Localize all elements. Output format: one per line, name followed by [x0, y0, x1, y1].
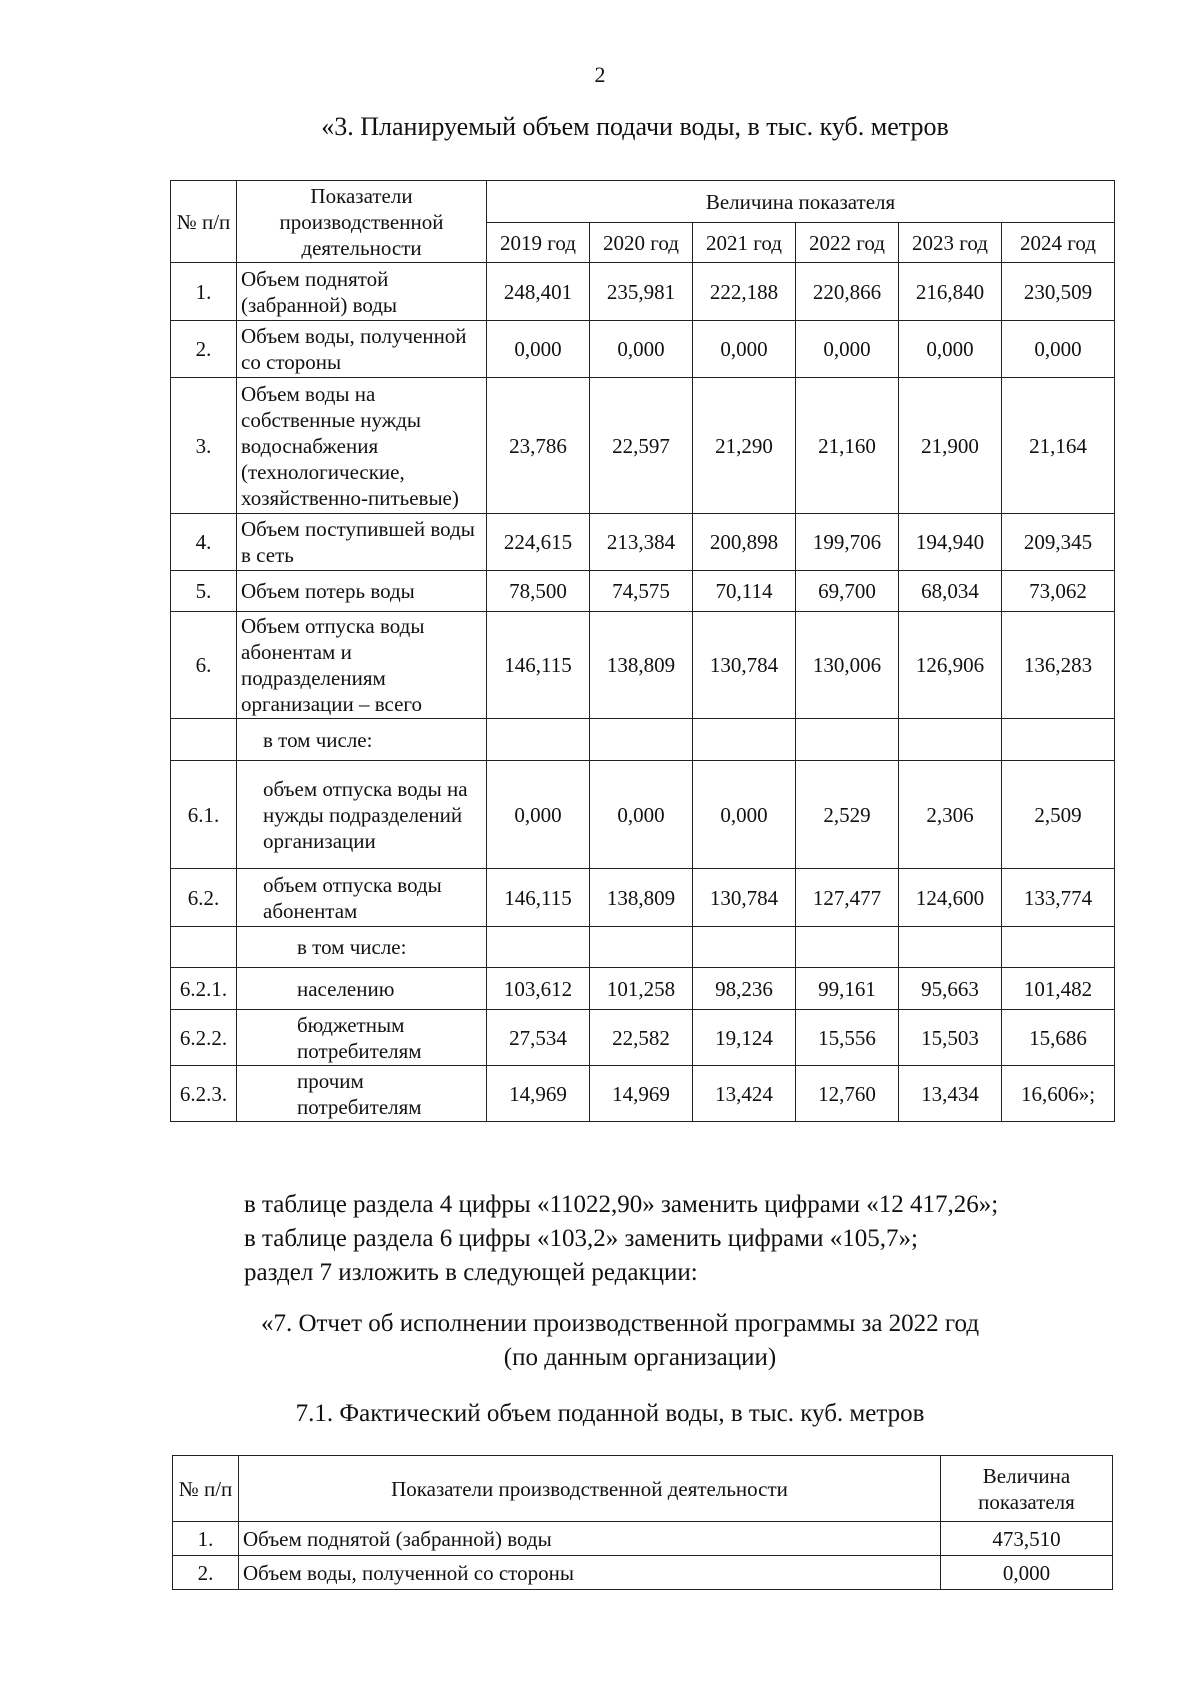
- row-value: [796, 927, 899, 968]
- table-row: [171, 263, 1115, 321]
- row-value: [693, 927, 796, 968]
- page-number: 2: [594, 62, 606, 87]
- row-value: 13,434: [899, 1066, 1002, 1122]
- t2-row-no: 2.: [173, 1556, 239, 1590]
- row-value: 0,000: [796, 321, 899, 378]
- table2-title: 7.1. Фактический объем поданной воды, в тыс. куб. метров: [295, 1400, 925, 1427]
- row-value: 124,600: [899, 869, 1002, 927]
- row-value: 222,188: [693, 263, 796, 321]
- header-year: 2024 год: [1002, 223, 1115, 263]
- row-value: 19,124: [693, 1010, 796, 1066]
- table-row: [171, 869, 1115, 927]
- table-row: [171, 514, 1115, 571]
- row-value: 69,700: [796, 571, 899, 612]
- row-value: 21,290: [693, 378, 796, 514]
- row-value: [899, 719, 1002, 761]
- row-indicator: в том числе:: [237, 719, 487, 761]
- table-row: [171, 612, 1115, 719]
- row-value: 0,000: [590, 321, 693, 378]
- table-row: [171, 1066, 1115, 1122]
- paragraph-line: в таблице раздела 6 цифры «103,2» заменить цифрами «105,7»;: [244, 1225, 918, 1252]
- planned-water-supply-table: [170, 180, 1115, 1122]
- paragraph-line: раздел 7 изложить в следующей редакции:: [244, 1259, 698, 1286]
- row-value: 0,000: [1002, 321, 1115, 378]
- row-value: 0,000: [693, 321, 796, 378]
- row-value: 133,774: [1002, 869, 1115, 927]
- row-value: 136,283: [1002, 612, 1115, 719]
- row-value: 209,345: [1002, 514, 1115, 571]
- row-number: 2.: [171, 321, 237, 378]
- row-value: 2,306: [899, 761, 1002, 869]
- row-value: 14,969: [590, 1066, 693, 1122]
- table-row: [171, 968, 1115, 1010]
- t2-header-indicator: Показатели производственной деятельности: [239, 1456, 941, 1522]
- section7-title: «7. Отчет об исполнении производственной программы за 2022 год: [260, 1310, 980, 1337]
- row-indicator: в том числе:: [237, 927, 487, 968]
- row-value: 224,615: [487, 514, 590, 571]
- row-value: 15,686: [1002, 1010, 1115, 1066]
- row-number: 3.: [171, 378, 237, 514]
- row-value: [796, 719, 899, 761]
- table-row: [171, 719, 1115, 761]
- row-indicator: прочим потребителям: [237, 1066, 487, 1122]
- row-number: 1.: [171, 263, 237, 321]
- row-indicator: населению: [237, 968, 487, 1010]
- row-number: 5.: [171, 571, 237, 612]
- row-value: 138,809: [590, 869, 693, 927]
- header-value: Величина показателя: [487, 181, 1115, 223]
- row-indicator: объем отпуска воды на нужды подразделений организации: [237, 761, 487, 869]
- row-value: [1002, 719, 1115, 761]
- row-value: 13,424: [693, 1066, 796, 1122]
- row-indicator: Объем поднятой (забранной) воды: [237, 263, 487, 321]
- row-indicator: объем отпуска воды абонентам: [237, 869, 487, 927]
- row-value: 126,906: [899, 612, 1002, 719]
- row-value: 146,115: [487, 612, 590, 719]
- row-value: 0,000: [590, 761, 693, 869]
- header-year: 2022 год: [796, 223, 899, 263]
- row-value: 130,784: [693, 869, 796, 927]
- table-row: [171, 378, 1115, 514]
- row-value: 213,384: [590, 514, 693, 571]
- table-row: [171, 321, 1115, 378]
- row-number: 6.2.3.: [171, 1066, 237, 1122]
- row-value: 21,160: [796, 378, 899, 514]
- row-value: 0,000: [899, 321, 1002, 378]
- row-value: 101,482: [1002, 968, 1115, 1010]
- row-number: 6.2.2.: [171, 1010, 237, 1066]
- row-value: 27,534: [487, 1010, 590, 1066]
- header-no: № п/п: [171, 181, 237, 263]
- header-year: 2019 год: [487, 223, 590, 263]
- row-number: 4.: [171, 514, 237, 571]
- t2-row-label: Объем поднятой (забранной) воды: [239, 1522, 941, 1556]
- row-value: 146,115: [487, 869, 590, 927]
- row-value: 0,000: [693, 761, 796, 869]
- row-value: 12,760: [796, 1066, 899, 1122]
- row-value: 2,529: [796, 761, 899, 869]
- row-indicator: Объем отпуска воды абонентам и подразделениям организации – всего: [237, 612, 487, 719]
- row-value: 0,000: [487, 321, 590, 378]
- row-value: 68,034: [899, 571, 1002, 612]
- row-value: [590, 719, 693, 761]
- header-indicator: Показатели производственной деятельности: [237, 181, 487, 263]
- row-value: 98,236: [693, 968, 796, 1010]
- row-value: 95,663: [899, 968, 1002, 1010]
- row-value: 138,809: [590, 612, 693, 719]
- row-value: 21,164: [1002, 378, 1115, 514]
- row-value: 220,866: [796, 263, 899, 321]
- row-value: 22,597: [590, 378, 693, 514]
- row-value: 23,786: [487, 378, 590, 514]
- row-value: 200,898: [693, 514, 796, 571]
- row-value: 21,900: [899, 378, 1002, 514]
- row-number: 6.1.: [171, 761, 237, 869]
- row-value: 0,000: [487, 761, 590, 869]
- t2-header-no: № п/п: [173, 1456, 239, 1522]
- row-value: [1002, 927, 1115, 968]
- row-value: 235,981: [590, 263, 693, 321]
- row-value: 73,062: [1002, 571, 1115, 612]
- row-value: 103,612: [487, 968, 590, 1010]
- row-value: 194,940: [899, 514, 1002, 571]
- row-value: 230,509: [1002, 263, 1115, 321]
- row-value: 199,706: [796, 514, 899, 571]
- table-row: [171, 761, 1115, 869]
- t2-row-label: Объем воды, полученной со стороны: [239, 1556, 941, 1590]
- section7-subtitle: (по данным организации): [503, 1344, 777, 1371]
- table-row: [171, 1010, 1115, 1066]
- table1-title: «3. Планируемый объем подачи воды, в тыс. куб. метров: [321, 112, 949, 141]
- row-value: [693, 719, 796, 761]
- row-value: 14,969: [487, 1066, 590, 1122]
- row-number: [171, 927, 237, 968]
- header-year: 2020 год: [590, 223, 693, 263]
- row-number: [171, 719, 237, 761]
- t2-row-value: 473,510: [941, 1522, 1113, 1556]
- row-indicator: Объем воды, полученной со стороны: [237, 321, 487, 378]
- row-value: 99,161: [796, 968, 899, 1010]
- row-value: 15,503: [899, 1010, 1002, 1066]
- row-value: 130,006: [796, 612, 899, 719]
- row-value: 16,606»;: [1002, 1066, 1115, 1122]
- actual-water-supply-table: [172, 1455, 1113, 1590]
- header-year: 2023 год: [899, 223, 1002, 263]
- row-value: 2,509: [1002, 761, 1115, 869]
- row-value: [899, 927, 1002, 968]
- row-value: 78,500: [487, 571, 590, 612]
- row-value: [487, 719, 590, 761]
- row-indicator: Объем поступившей воды в сеть: [237, 514, 487, 571]
- row-indicator: бюджетным потребителям: [237, 1010, 487, 1066]
- t2-row-value: 0,000: [941, 1556, 1113, 1590]
- row-indicator: Объем воды на собственные нужды водоснабжения (технологические, хозяйственно-питьевые): [237, 378, 487, 514]
- row-indicator: Объем потерь воды: [237, 571, 487, 612]
- t2-header-value: Величина показателя: [941, 1456, 1113, 1522]
- row-number: 6.: [171, 612, 237, 719]
- row-value: 101,258: [590, 968, 693, 1010]
- row-value: [487, 927, 590, 968]
- row-value: 22,582: [590, 1010, 693, 1066]
- row-value: 248,401: [487, 263, 590, 321]
- row-value: 127,477: [796, 869, 899, 927]
- row-value: 130,784: [693, 612, 796, 719]
- header-year: 2021 год: [693, 223, 796, 263]
- paragraph-line: в таблице раздела 4 цифры «11022,90» заменить цифрами «12 417,26»;: [244, 1191, 999, 1218]
- t2-row-no: 1.: [173, 1522, 239, 1556]
- row-value: 216,840: [899, 263, 1002, 321]
- table-row: [171, 571, 1115, 612]
- row-value: 15,556: [796, 1010, 899, 1066]
- row-number: 6.2.: [171, 869, 237, 927]
- row-value: 74,575: [590, 571, 693, 612]
- row-value: [590, 927, 693, 968]
- table-row: [171, 927, 1115, 968]
- row-value: 70,114: [693, 571, 796, 612]
- row-number: 6.2.1.: [171, 968, 237, 1010]
